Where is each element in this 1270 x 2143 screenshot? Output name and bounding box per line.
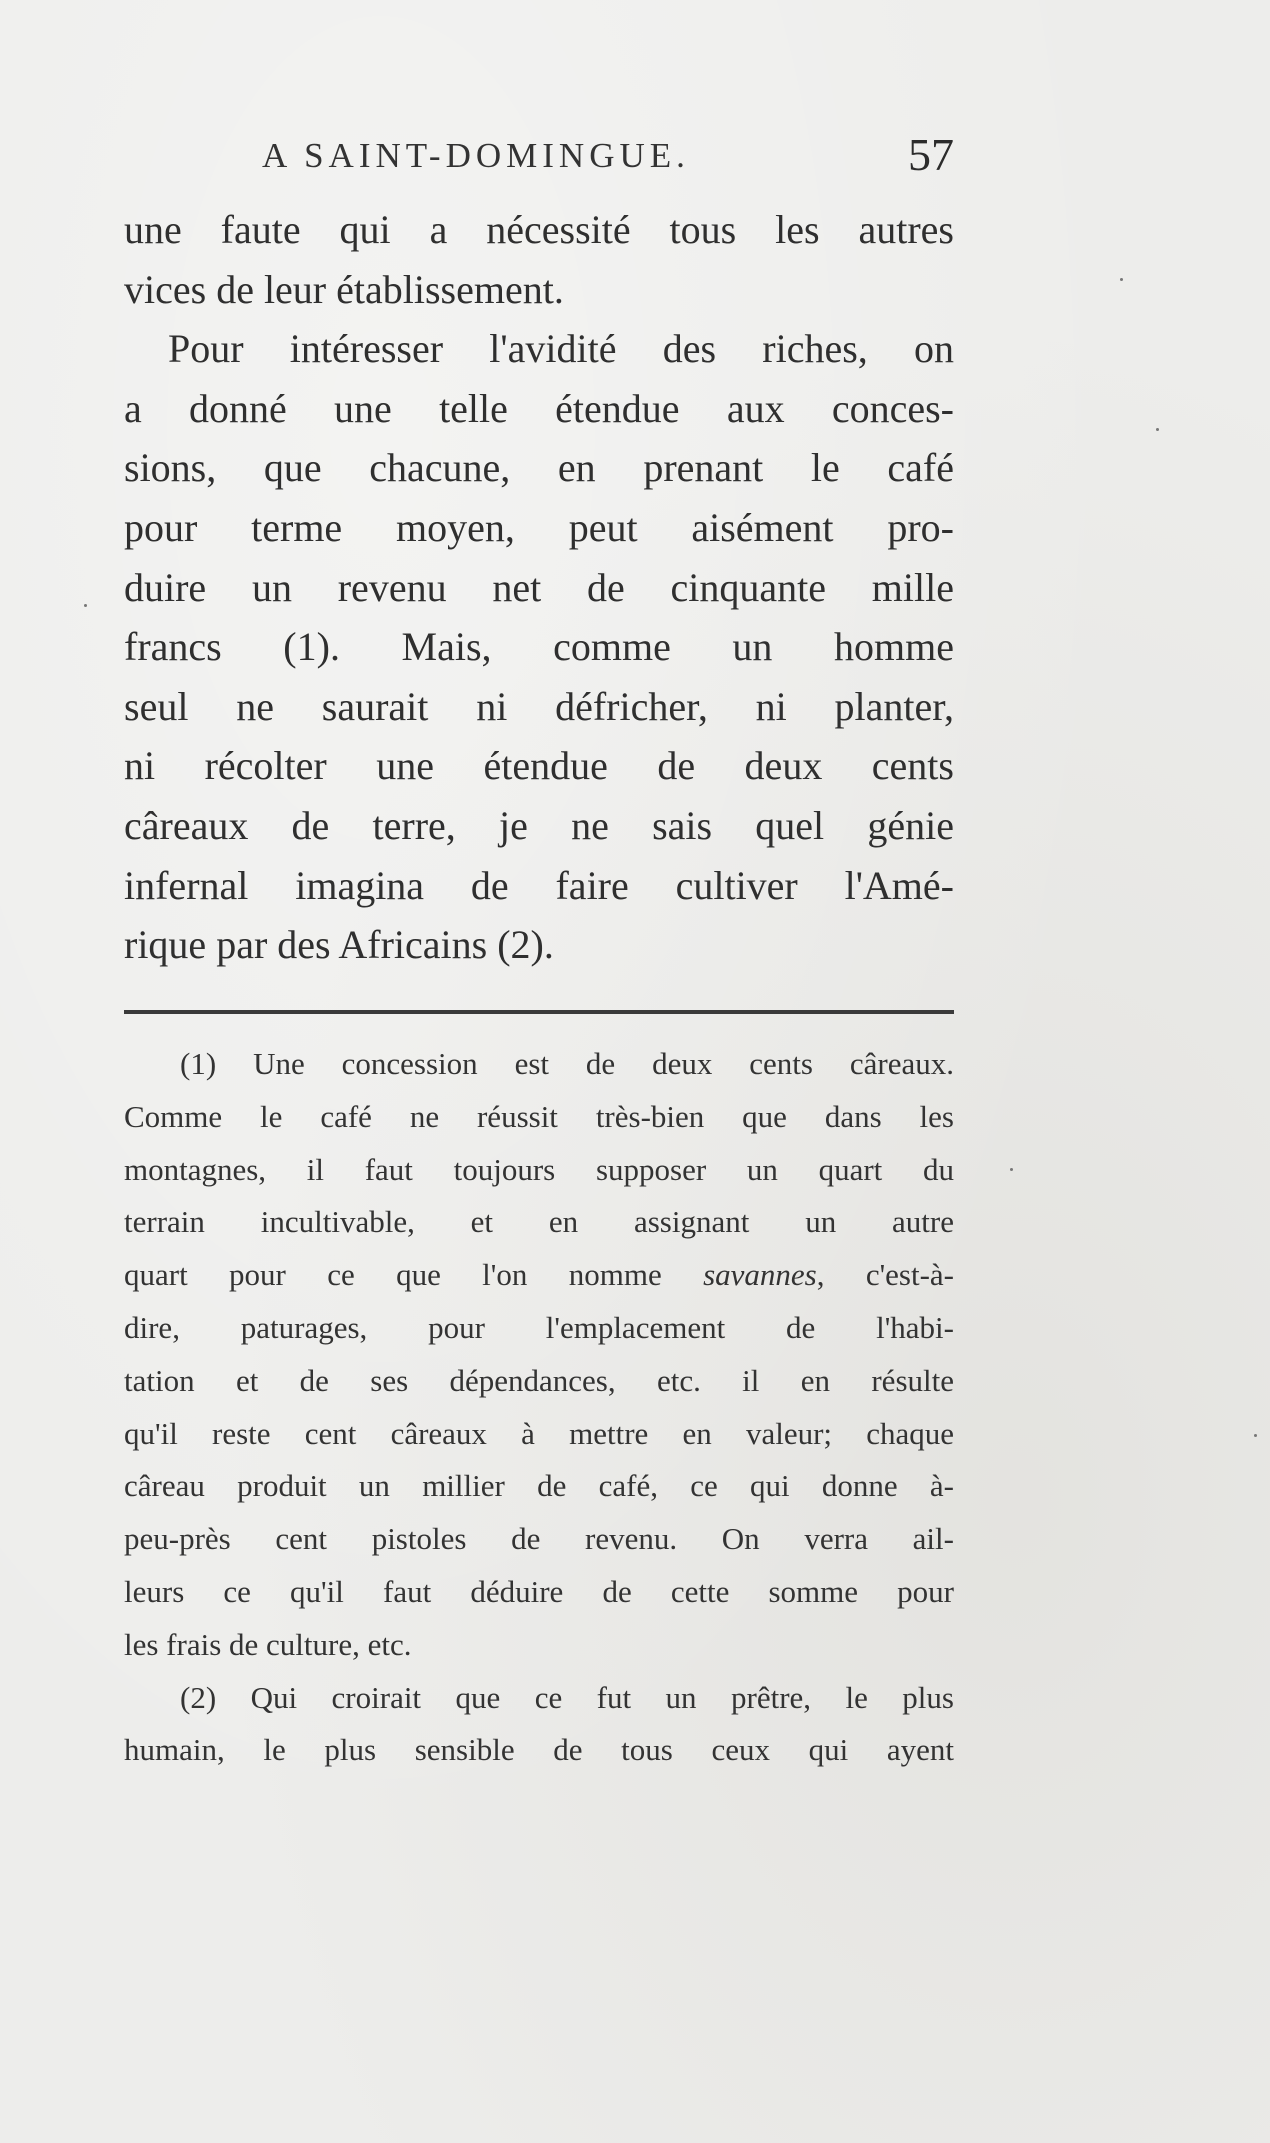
page-number: 57 — [908, 129, 954, 180]
footnote-text: , c'est-à- — [816, 1257, 955, 1293]
footnote-line: Comme le café ne réussit très-bien que dans les — [124, 1098, 954, 1134]
footnote-line: terrain incultivable, et en assignant un autre — [124, 1204, 954, 1240]
body-line: sions, que chacune, en prenant le café — [124, 445, 954, 491]
footnote-line: qu'il reste cent câreaux à mettre en valeur; chaque — [124, 1415, 954, 1451]
main-text — [124, 200, 954, 975]
paper-speck — [1120, 278, 1123, 281]
body-line: une faute qui a nécessité tous les autres — [124, 207, 954, 252]
body-line: seul ne saurait ni défricher, ni planter, — [124, 683, 954, 729]
body-line: ni récolter une étendue de deux cents — [124, 743, 954, 789]
body-line: câreaux de terre, je ne sais quel génie — [124, 802, 954, 848]
footnote-line: tation et de ses dépendances, etc. il en résulte — [124, 1362, 954, 1398]
footnote-text: quart pour ce que l'on nomme — [124, 1257, 704, 1293]
footnote-line — [124, 1249, 954, 1302]
body-line: a donné une telle étendue aux conces- — [124, 385, 954, 431]
paper-speck — [1254, 1434, 1257, 1437]
footnote-line: câreau produit un millier de café, ce qui donne à- — [124, 1468, 954, 1504]
footnote-1 — [124, 1038, 954, 1672]
footnote-line: leurs ce qu'il faut déduire de cette somme pour — [124, 1573, 954, 1609]
paper-speck — [1156, 428, 1159, 431]
footnote-line: dire, paturages, pour l'emplacement de l'habi- — [124, 1309, 954, 1345]
paper-speck — [84, 604, 87, 607]
footnote-2 — [124, 1672, 954, 1778]
paper-speck — [1010, 1168, 1013, 1171]
footnote-separator — [124, 1010, 954, 1014]
body-line: vices de leur établissement. — [124, 266, 564, 312]
body-line: pour terme moyen, peut aisément pro- — [124, 504, 954, 550]
footnote-line: peu-près cent pistoles de revenu. On verra ail- — [124, 1521, 954, 1557]
body-line: francs (1). Mais, comme un homme — [124, 624, 954, 670]
body-line: rique par des Africains (2). — [124, 922, 554, 968]
footnote-line: montagnes, il faut toujours supposer un quart du — [124, 1151, 954, 1187]
footnote-line: les frais de culture, etc. — [124, 1626, 412, 1662]
footnotes — [124, 1038, 954, 1777]
page-header — [124, 128, 954, 188]
footnote-line: humain, le plus sensible de tous ceux qui ayent — [124, 1732, 954, 1768]
body-line: Pour intéresser l'avidité des riches, on — [168, 326, 954, 372]
body-line: infernal imagina de faire cultiver l'Amé- — [124, 862, 954, 908]
footnote-line: (2) Qui croirait que ce fut un prêtre, le plus — [180, 1679, 954, 1715]
body-line: duire un revenu net de cinquante mille — [124, 564, 954, 610]
running-title: A SAINT-DOMINGUE. — [262, 136, 690, 175]
footnote-italic-term: savannes — [703, 1257, 817, 1293]
footnote-line: (1) Une concession est de deux cents câreaux. — [180, 1046, 954, 1081]
